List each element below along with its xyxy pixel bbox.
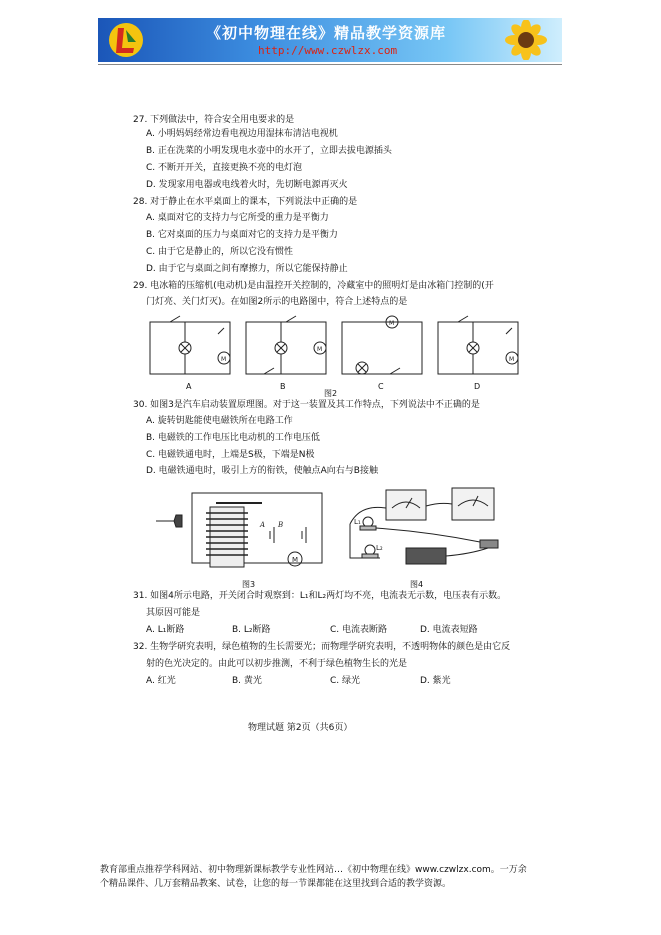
question-32-stem-cont: 射的色光决定的。由此可以初步推测，不利于绿色植物生长的光是 [146, 659, 408, 669]
question-28-option-a: A. 桌面对它的支持力与它所受的重力是平衡力 [146, 213, 329, 223]
figure-3-caption: 图3 [242, 580, 256, 589]
bottom-note-line-1: 教育部重点推荐学科网站、初中物理新课标教学专业性网站…《初中物理在线》www.czwlzx.com。一万余 [100, 865, 527, 875]
question-31-stem-cont: 其原因可能是 [146, 608, 201, 618]
svg-text:M: M [292, 556, 299, 564]
figure-2-label-d: D [474, 382, 481, 391]
figure-4-lamp2-label: L₂ [376, 544, 383, 552]
question-27-option-a: A. 小明妈妈经常边看电视边用湿抹布清洁电视机 [146, 129, 338, 139]
figure-2-circuits [140, 312, 520, 398]
circuit-a [150, 316, 230, 374]
figure-4-lamp1-label: L₁ [354, 518, 361, 526]
question-28-option-d: D. 由于它与桌面之间有摩擦力，所以它能保持静止 [146, 264, 348, 274]
question-32-option-c: C. 绿光 [330, 676, 361, 686]
question-32-option-b: B. 黄光 [232, 676, 262, 686]
figure-2-label-c: C [378, 382, 384, 391]
question-31-option-c: C. 电流表断路 [330, 625, 388, 635]
sunflower-icon [496, 20, 556, 60]
figure-2-caption: 图2 [324, 389, 338, 398]
question-31-option-a: A. L₁断路 [146, 625, 185, 635]
question-30-option-b: B. 电磁铁的工作电压比电动机的工作电压低 [146, 433, 320, 443]
site-title: 《初中物理在线》精品教学资源库 [206, 24, 447, 42]
question-28-option-c: C. 由于它是静止的，所以它没有惯性 [146, 247, 294, 257]
svg-text:M: M [389, 320, 395, 327]
bottom-note-line-2: 个精品课件、几万套精品教案、试卷，让您的每一节课都能在这里找到合适的教学资源。 [100, 879, 452, 889]
svg-text:M: M [509, 356, 515, 363]
question-27-option-b: B. 正在洗菜的小明发现电水壶中的水开了，立即去拔电源插头 [146, 146, 392, 156]
question-29-stem: 29. 电冰箱的压缩机(电动机)是由温控开关控制的，冷藏室中的照明灯是由冰箱门控制的(开 [133, 281, 494, 291]
question-28-stem: 28. 对于静止在水平桌面上的课本，下列说法中正确的是 [133, 197, 358, 207]
header-banner [98, 18, 562, 62]
figure-2-label-a: A [186, 382, 192, 391]
question-27-stem: 27. 下列做法中，符合安全用电要求的是 [133, 115, 295, 125]
svg-text:B: B [278, 521, 284, 529]
header-rule [98, 64, 562, 65]
svg-text:A: A [260, 521, 266, 529]
question-30-option-c: C. 电磁铁通电时，上端是S极，下端是N极 [146, 450, 315, 460]
question-27-option-d: D. 发现家用电器或电线着火时，先切断电源再灭火 [146, 180, 348, 190]
figure-2-label-b: B [280, 382, 286, 391]
question-31-option-b: B. L₂断路 [232, 625, 271, 635]
site-logo-icon [106, 20, 146, 60]
page-footer: 物理试题 第2页（共6页） [248, 723, 353, 733]
question-28-option-b: B. 它对桌面的压力与桌面对它的支持力是平衡力 [146, 230, 338, 240]
question-30-option-a: A. 旋转钥匙能使电磁铁所在电路工作 [146, 416, 293, 426]
question-27-option-c: C. 不断开开关，直接更换不亮的电灯泡 [146, 163, 303, 173]
question-32-stem: 32. 生物学研究表明，绿色植物的生长需要光；而物理学研究表明，不透明物体的颜色是由它反 [133, 642, 511, 652]
svg-text:M: M [317, 346, 323, 353]
circuit-b [246, 316, 326, 374]
circuit-c [342, 316, 422, 374]
question-31-stem: 31. 如图4所示电路，开关闭合时观察到：L₁和L₂两灯均不亮，电流表无示数，电压表有示数。 [133, 591, 507, 601]
svg-text:M: M [221, 356, 227, 363]
question-30-option-d: D. 电磁铁通电时，吸引上方的衔铁，使触点A向右与B接触 [146, 466, 378, 476]
question-29-stem-cont: 门灯亮、关门灯灭)。在如图2所示的电路图中，符合上述特点的是 [146, 297, 408, 307]
question-31-option-d: D. 电流表短路 [420, 625, 478, 635]
figure-3-starter [152, 485, 332, 577]
question-30-stem: 30. 如图3是汽车启动装置原理图。对于这一装置及其工作特点，下列说法中不正确的是 [133, 400, 480, 410]
question-32-option-d: D. 紫光 [420, 676, 451, 686]
question-32-option-a: A. 红光 [146, 676, 176, 686]
circuit-d [438, 316, 518, 374]
figure-4-caption: 图4 [410, 580, 424, 589]
site-url[interactable]: http://www.czwlzx.com [258, 44, 398, 57]
figure-4-lab-circuit [340, 484, 510, 578]
